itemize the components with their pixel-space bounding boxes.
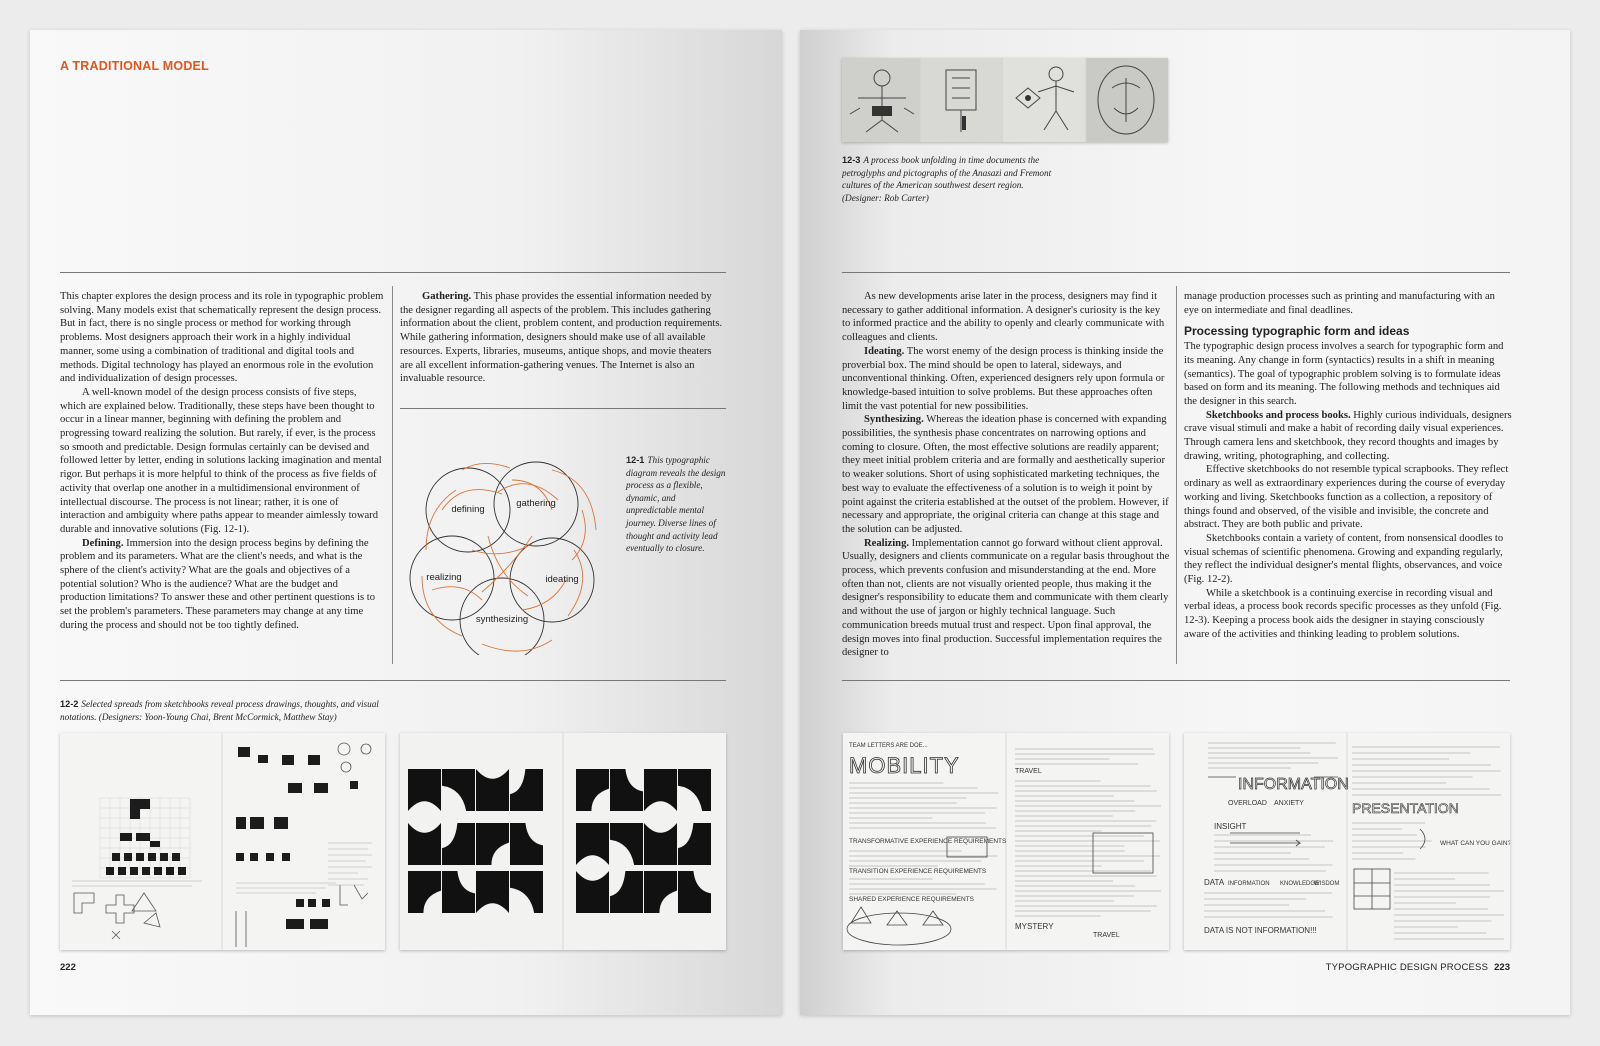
figure-12-1-caption	[626, 454, 726, 555]
sketchbook-photo-mobility-notes	[843, 733, 1169, 950]
caption-text: This typographic diagram reveals the design process as a flexible, dynamic, and unpredictable mental journey. Diverse lines of thought and activity lead eventually to closure.	[626, 455, 726, 554]
page-number: 223	[1494, 962, 1510, 973]
paragraph-text: The worst enemy of the design process is thinking inside the proverbial box. The mind should be open to lateral, sideways, and unconventional thinking. Often, experienced designers rely upon formula or knowledge-based intuition to solve problems. But these approaches often limit the vast potential for new possibilities.	[842, 345, 1165, 412]
sketch-note: SHARED EXPERIENCE REQUIREMENTS	[849, 896, 974, 903]
diagram-label-ideating: ideating	[545, 574, 579, 585]
diagram-label-gathering: gathering	[516, 498, 556, 509]
bottom-rule	[60, 680, 726, 681]
flow-arrow	[462, 463, 510, 470]
bold-form	[476, 871, 509, 913]
run-in-head: Sketchbooks and process books.	[1206, 409, 1351, 421]
design-process-diagram	[402, 440, 620, 655]
sketchbook-photo-information-notes	[1184, 733, 1510, 950]
paragraph-text: This phase provides the essential information needed by the designer regarding all aspects of the problem. This includes gathering information about the client, problem content, and production requirements. While gathering information, designers should make use of all available resources. Experts, libraries, museums, antique shops, and movie theaters are all excellent information-gathering venues. The Internet is also an invaluable resource.	[400, 291, 723, 385]
flow-arrow	[422, 576, 462, 636]
bold-form	[644, 769, 677, 811]
sketch-note: DATA IS NOT INFORMATION!!!	[1204, 926, 1317, 935]
left-page	[30, 30, 782, 1015]
sketch-note: WHAT CAN YOU GAIN?	[1440, 840, 1510, 847]
paragraph-text: A well-known model of the design process consists of five steps, which are explained below. Traditionally, these steps have been thought to occur in a linear manner, beginning with defining the problem and progressing toward realizing the solution. But rarely, if ever, is the process so smooth and predictable. Design formulas certainly can be devised and followed letter by letter, ending in solutions lacking imagination and mental rigor. But perhaps it is more helpful to think of the process as five fields of activity that overlap one another in a multidimensional environment of intellectual discourse. The process is not linear; rather, it is one of interaction and ambiguity where paths appear to meander aimlessly toward durable and innovative solutions (Fig. 12-1).	[60, 386, 382, 535]
handwritten-notes	[843, 733, 1169, 950]
bold-form	[610, 823, 643, 865]
top-rule	[60, 272, 726, 273]
diagram-label-synthesizing: synthesizing	[475, 614, 529, 625]
sketch-heading: PRESENTATION	[1352, 800, 1459, 816]
top-rule	[842, 272, 1510, 273]
paragraph	[842, 413, 1170, 536]
paragraph	[842, 537, 1170, 660]
body-column-2	[400, 290, 726, 386]
run-in-head: Defining.	[82, 537, 124, 549]
petroglyph-drawings	[842, 58, 1168, 142]
paragraph	[1184, 409, 1512, 464]
right-page	[800, 30, 1570, 1015]
run-in-head: Ideating.	[864, 345, 905, 357]
figure-number: 12-3	[842, 155, 861, 165]
sketchbook-photo-grid-shapes	[60, 733, 385, 950]
bold-form	[576, 823, 609, 865]
diagram-label-realizing: realizing	[426, 572, 462, 583]
sketch-note: ANXIETY	[1274, 800, 1304, 807]
paragraph	[400, 290, 726, 386]
bold-form	[610, 871, 643, 913]
column-divider	[1176, 286, 1177, 664]
body-column-1	[60, 290, 384, 633]
paragraph	[1184, 587, 1512, 642]
bold-form	[476, 769, 509, 811]
paragraph	[1184, 340, 1512, 409]
paragraph-text: Immersion into the design process begins by defining the problem and its parameters. What are the client's needs, and what is the sphere of the client's activity? What are the goals and objectives of a potential solution? Who is the audience? What are the budget and production limitations? To answer these and other pertinent questions is to set the problem's parameters. These parameters may change at any time during the process and should not be too tightly defined.	[60, 537, 376, 631]
paragraph	[842, 345, 1170, 414]
bold-form	[408, 769, 441, 811]
paragraph	[842, 290, 1170, 345]
bold-form	[678, 769, 711, 811]
paragraph-text: The typographic design process involves a search for typographic form and its meaning. Any change in form (syntactics) results in a shift in meaning (semantics). The goal of typographic problem solving is to formulate ideas based on form and its meaning. The following methods and techniques aid the designer in this search.	[1184, 341, 1504, 407]
section-label: A TRADITIONAL MODEL	[60, 59, 209, 73]
caption-text: Selected spreads from sketchbooks reveal process drawings, thoughts, and visual notations. (Designers: Yoon-Young Chai, Brent McCormick, Matthew Stay)	[60, 699, 379, 722]
bold-form	[408, 871, 441, 913]
paragraph-text: This chapter explores the design process and its role in typographic problem solving. Many models exist that schematically represent the design process. But in fact, there is no single process or method for working through problems. Most designers approach their work in a highly individual manner, some using a combination of traditional and digital tools and methods. Digital technology has played an enormous role in the evolution and individualization of design processes.	[60, 291, 384, 385]
bold-form	[576, 769, 609, 811]
bold-letterform-studies	[400, 733, 726, 950]
run-in-head: Realizing.	[864, 537, 910, 549]
sketch-note: INFORMATION	[1228, 881, 1270, 887]
run-in-head: Synthesizing.	[864, 414, 924, 426]
diagram-rule	[400, 408, 726, 409]
paragraph-text: Whereas the ideation phase is concerned with expanding possibilities, the synthesis phase concentrates on narrowing options and coming to closure. Often, the most effective solutions are readily apparent; they meet initial problem criteria and are formally and aesthetically superior to weaker solutions. Short of using sophisticated marketing techniques, the best way to evaluate the effectiveness of a solution is to weigh it point by point against the criteria established at the outset of the problem. However, if necessary and appropriate, the original criteria can change at this stage and the solution can be adjusted.	[842, 414, 1169, 535]
bold-form	[442, 871, 475, 913]
paragraph-text: While a sketchbook is a continuing exercise in recording visual and verbal ideas, a process book records specific processes as they unfold (Fig. 12-3). Keeping a process book aids the designer in staying consciously aware of the activities and thinking leading to problem solutions.	[1184, 587, 1502, 640]
paragraph-text: Effective sketchbooks do not resemble typical scrapbooks. They reflect ordinary as well as extraordinary experiences during the course of everyday working and living. Sketchbooks function as a collection, a repository of things found and observed, of the visible and invisible, the concrete and abstract. They are both public and private.	[1184, 464, 1509, 531]
sketch-note: INSIGHT	[1214, 822, 1247, 831]
subhead: Processing typographic form and ideas	[1184, 324, 1410, 339]
bold-form	[678, 823, 711, 865]
sketch-note: WISDOM	[1314, 881, 1340, 887]
sketch-note: TRANSITION EXPERIENCE REQUIREMENTS	[849, 868, 987, 875]
sketch-title: MOBILITY	[849, 753, 960, 778]
bold-form	[576, 871, 609, 913]
paragraph-text: As new developments arise later in the process, designers may find it necessary to gather additional information. A designer's curiosity is the key to informed practice and the ability to openly and clearly communicate with colleagues and clients.	[842, 291, 1165, 344]
paragraph-text: Sketchbooks contain a variety of content, from nonsensical doodles to visual schemas of scientific phenomena. Growing and expanding regularly, they reflect the individual designer's mental flights, observances, and voice (Fig. 12-2).	[1184, 532, 1504, 586]
subsection-body	[1184, 340, 1512, 641]
paragraph	[1184, 463, 1512, 532]
sketch-note: DATA	[1204, 878, 1225, 887]
paragraph	[1184, 532, 1512, 587]
bold-form	[510, 823, 543, 865]
figure-12-2-caption	[60, 698, 390, 723]
caption-text: A process book unfolding in time documents the petroglyphs and pictographs of the Anasazi and Fremont cultures of the American southwest desert region. (Designer: Rob Carter)	[842, 155, 1052, 203]
column-divider	[392, 286, 393, 664]
bold-form	[442, 823, 475, 865]
sketch-note: TRANSFORMATIVE EXPERIENCE REQUIREMENTS	[849, 838, 1007, 845]
diagram-label-defining: defining	[451, 504, 485, 515]
grid-shape-sketches	[60, 733, 385, 950]
paragraph	[60, 386, 384, 537]
paragraph-text: Highly curious individuals, designers crave visual stimuli and make a habit of recording daily visual experiences. Through camera lens and sketchbook, they record thoughts and images by drawing, writing, photographing, and collecting.	[1184, 409, 1512, 462]
sketch-note: TRAVEL	[1015, 768, 1042, 775]
column-continuation: manage production processes such as printing and manufacturing with an eye on intermediate and final deadlines.	[1184, 291, 1495, 316]
bold-form	[408, 823, 441, 865]
handwritten-notes	[1184, 733, 1510, 950]
bottom-rule	[842, 680, 1510, 681]
paragraph	[60, 290, 384, 386]
flow-arrow	[482, 640, 552, 651]
figure-number: 12-2	[60, 699, 79, 709]
running-footer	[1326, 962, 1510, 973]
page-number: 222	[60, 962, 76, 973]
bold-form	[476, 823, 509, 865]
bold-form	[442, 769, 475, 811]
bold-form	[510, 871, 543, 913]
sketchbook-photo-bold-forms	[400, 733, 726, 950]
paragraph-text: Implementation cannot go forward without client approval. Usually, designers and clients communicate on a regular basis throughout the process, which prevents confusion and misunderstanding at the end. More often than not, clients are not visually oriented people, thus making it the designer's responsibility to educate them and communicate with them clearly and without the use of jargon or highly technical language. Such communication breeds mutual trust and respect. Upon final approval, the design moves into final production. Successful implementation requires the designer to	[842, 537, 1170, 659]
sketch-note: MYSTERY	[1015, 922, 1054, 931]
run-in-head: Gathering.	[422, 291, 472, 302]
body-column-2	[1184, 290, 1512, 642]
bold-form	[510, 769, 543, 811]
body-column-1	[842, 290, 1170, 660]
sketch-note: TEAM LETTERS ARE DOE...	[849, 743, 928, 749]
figure-number: 12-1	[626, 455, 645, 465]
paragraph	[60, 537, 384, 633]
bold-form	[678, 871, 711, 913]
bold-form	[644, 871, 677, 913]
sketch-heading: INFORMATION	[1238, 776, 1349, 793]
bold-form	[644, 823, 677, 865]
bold-form	[610, 769, 643, 811]
running-head: TYPOGRAPHIC DESIGN PROCESS	[1325, 962, 1489, 973]
sketch-note: TRAVEL	[1093, 932, 1120, 939]
process-book-photo	[842, 58, 1168, 142]
sketch-note: OVERLOAD	[1228, 800, 1267, 807]
sketch-note: KNOWLEDGE	[1280, 881, 1320, 887]
figure-12-3-caption	[842, 154, 1052, 204]
